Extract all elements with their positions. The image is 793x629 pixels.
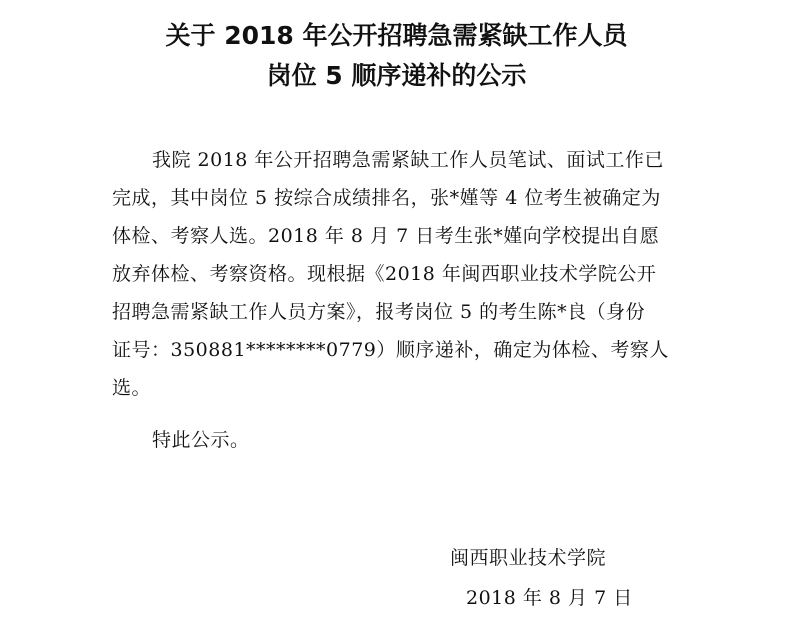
body-line-1: 我院 2018 年公开招聘急需紧缺工作人员笔试、面试工作已: [152, 149, 664, 171]
body-line-2: 完成，其中岗位 5 按综合成绩排名，张*嫤等 4 位考生被确定为: [112, 187, 661, 209]
body-line-6: 证号：350881********0779）顺序递补，确定为体检、考察人: [112, 339, 669, 361]
signature-organization: 闽西职业技术学院: [450, 547, 607, 569]
body-line-5: 招聘急需紧缺工作人员方案》，报考岗位 5 的考生陈*良（身份: [112, 301, 646, 323]
body-line-7: 选。: [112, 377, 152, 399]
body-line-3: 体检、考察人选。2018 年 8 月 7 日考生张*嫤向学校提出自愿: [112, 225, 660, 247]
notice-title-line-2: 岗位 5 顺序递补的公示: [266, 61, 527, 90]
body-line-4: 放弃体检、考察资格。现根据《2018 年闽西职业技术学院公开: [112, 263, 657, 285]
signature-date: 2018 年 8 月 7 日: [466, 587, 633, 609]
closing-text: 特此公示。: [152, 429, 250, 451]
notice-title-line-1: 关于 2018 年公开招聘急需紧缺工作人员: [165, 21, 628, 50]
